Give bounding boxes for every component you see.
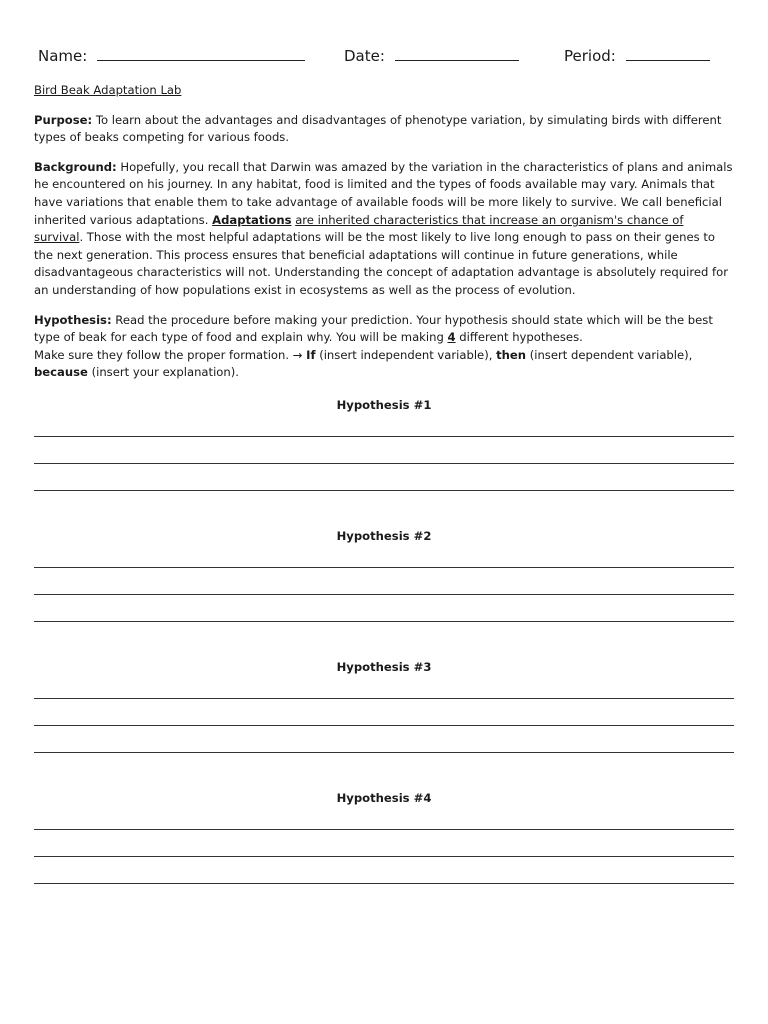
- hypothesis-2-heading: Hypothesis #2: [336, 529, 432, 543]
- period-field[interactable]: [564, 44, 710, 65]
- answer-line[interactable]: [34, 594, 734, 595]
- because-keyword: because: [34, 365, 88, 380]
- purpose-text: To learn about the advantages and disadvantages of phenotype variation, by simulating birds with different types of beaks competing for various foods.: [34, 112, 722, 145]
- name-blank[interactable]: [97, 44, 305, 61]
- purpose-label: Purpose:: [34, 112, 93, 127]
- adaptations-term: Adaptations: [212, 212, 292, 227]
- if-text: (insert independent variable),: [319, 347, 493, 362]
- hypothesis-3-heading: Hypothesis #3: [336, 660, 432, 674]
- hypothesis-instructions: [34, 312, 736, 382]
- hypothesis-1-block: [34, 396, 734, 491]
- student-info-header: [38, 44, 738, 70]
- hypothesis-label: Hypothesis:: [34, 312, 112, 327]
- then-keyword: then: [496, 347, 527, 362]
- answer-line[interactable]: [34, 463, 734, 464]
- document-title: Bird Beak Adaptation Lab: [34, 83, 182, 97]
- hypothesis-text-2: different hypotheses.: [459, 330, 583, 345]
- answer-line[interactable]: [34, 725, 734, 726]
- answer-line[interactable]: [34, 883, 734, 884]
- background-text-2: . Those with the most helpful adaptations will be the most likely to live long enough to pass on their genes to the next generation. This process ensures that beneficial adaptations will continue in future generations, while disadvantageous characteristics will not. Understanding the concept of adaptation advantage is absolutely required for an understanding of how populations exist in ecosystems as well as the process of evolution.: [34, 230, 728, 297]
- name-field[interactable]: [38, 44, 305, 65]
- period-blank[interactable]: [626, 44, 710, 61]
- because-text: (insert your explanation).: [91, 365, 239, 380]
- hypothesis-count: 4: [447, 330, 456, 345]
- hypothesis-4-heading: Hypothesis #4: [336, 791, 432, 805]
- hypothesis-1-heading: Hypothesis #1: [336, 398, 432, 412]
- hypothesis-2-block: [34, 527, 734, 622]
- date-label: Date:: [344, 47, 385, 65]
- adaptations-definition: are inherited characteristics that increase an organism's chance of survival: [34, 212, 684, 245]
- answer-line[interactable]: [34, 856, 734, 857]
- worksheet-body: [34, 82, 736, 386]
- purpose-section: [34, 112, 736, 147]
- answer-line[interactable]: [34, 752, 734, 753]
- name-label: Name:: [38, 47, 88, 65]
- period-label: Period:: [564, 47, 616, 65]
- background-section: [34, 159, 736, 300]
- then-text: (insert dependent variable),: [529, 347, 693, 362]
- background-label: Background:: [34, 159, 117, 174]
- background-text-1: Hopefully, you recall that Darwin was amazed by the variation in the characteristics of plans and animals he encountered on his journey. In any habitat, food is limited and the types of foods available may vary. Animals that have variations that enable them to take advantage of available foods will be more likely to survive. We call beneficial inherited various adaptations.: [34, 159, 733, 227]
- answer-line[interactable]: [34, 567, 734, 568]
- date-field[interactable]: [344, 44, 519, 65]
- answer-line[interactable]: [34, 490, 734, 491]
- hypothesis-3-block: [34, 658, 734, 753]
- answer-line[interactable]: [34, 436, 734, 437]
- answer-line[interactable]: [34, 829, 734, 830]
- answer-line[interactable]: [34, 698, 734, 699]
- answer-line[interactable]: [34, 621, 734, 622]
- hypothesis-4-block: [34, 789, 734, 884]
- if-keyword: If: [306, 347, 316, 362]
- hypothesis-text-1: Read the procedure before making your prediction. Your hypothesis should state which will be the best type of beak for each type of food and explain why. You will be making: [34, 312, 713, 345]
- date-blank[interactable]: [395, 44, 519, 61]
- hypothesis-text-3: Make sure they follow the proper formation. →: [34, 347, 303, 362]
